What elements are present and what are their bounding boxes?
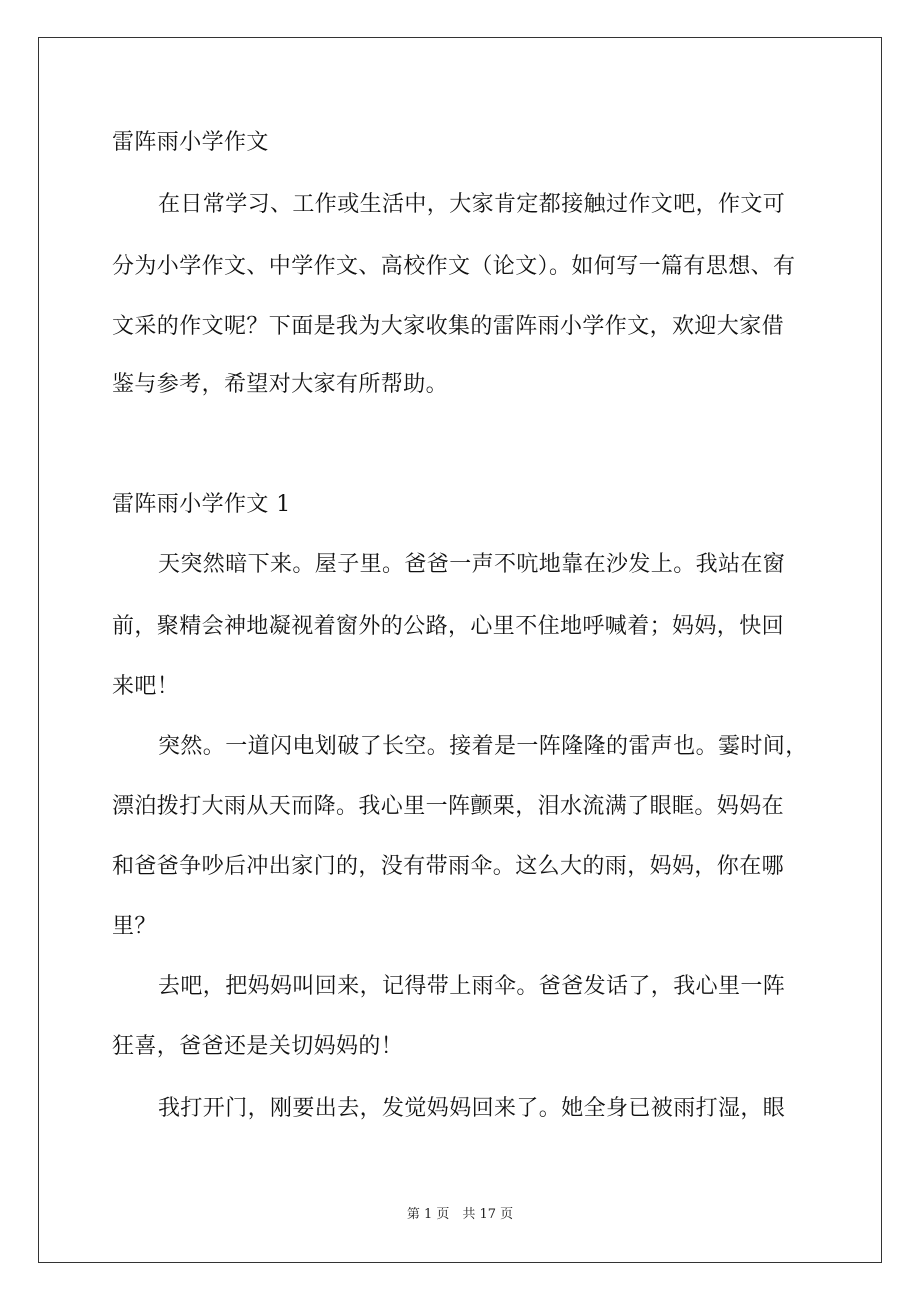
page-border <box>38 37 882 1263</box>
document-title: 雷阵雨小学作文 <box>112 130 269 155</box>
page-number-footer: 第 1 页 共 17 页 <box>406 1207 514 1222</box>
body-line-7: 里？ <box>112 914 157 939</box>
body-line-1: 天突然暗下来。屋子里。爸爸一声不吭地靠在沙发上。我站在窗 <box>158 552 786 577</box>
body-line-9: 狂喜，爸爸还是关切妈妈的！ <box>112 1034 404 1059</box>
intro-line-4: 鉴与参考，希望对大家有所帮助。 <box>112 372 449 397</box>
intro-line-3: 文采的作文呢？下面是我为大家收集的雷阵雨小学作文，欢迎大家借 <box>112 314 785 339</box>
body-line-4: 突然。一道闪电划破了长空。接着是一阵隆隆的雷声也。霎时间， <box>158 734 808 759</box>
section-title: 雷阵雨小学作文 1 <box>112 492 291 517</box>
body-line-6: 和爸爸争吵后冲出家门的，没有带雨伞。这么大的雨，妈妈，你在哪 <box>112 854 785 879</box>
body-line-8: 去吧，把妈妈叫回来，记得带上雨伞。爸爸发话了，我心里一阵 <box>158 974 786 999</box>
body-line-2: 前，聚精会神地凝视着窗外的公路，心里不住地呼喊着；妈妈，快回 <box>112 614 785 639</box>
intro-line-2: 分为小学作文、中学作文、高校作文（论文）。如何写一篇有思想、有 <box>112 254 796 279</box>
intro-line-1: 在日常学习、工作或生活中，大家肯定都接触过作文吧，作文可 <box>158 192 786 217</box>
body-line-5: 漂泊拨打大雨从天而降。我心里一阵颤栗，泪水流满了眼眶。妈妈在 <box>112 794 785 819</box>
body-line-10: 我打开门，刚要出去，发觉妈妈回来了。她全身已被雨打湿，眼 <box>158 1096 786 1121</box>
body-line-3: 来吧！ <box>112 674 180 699</box>
